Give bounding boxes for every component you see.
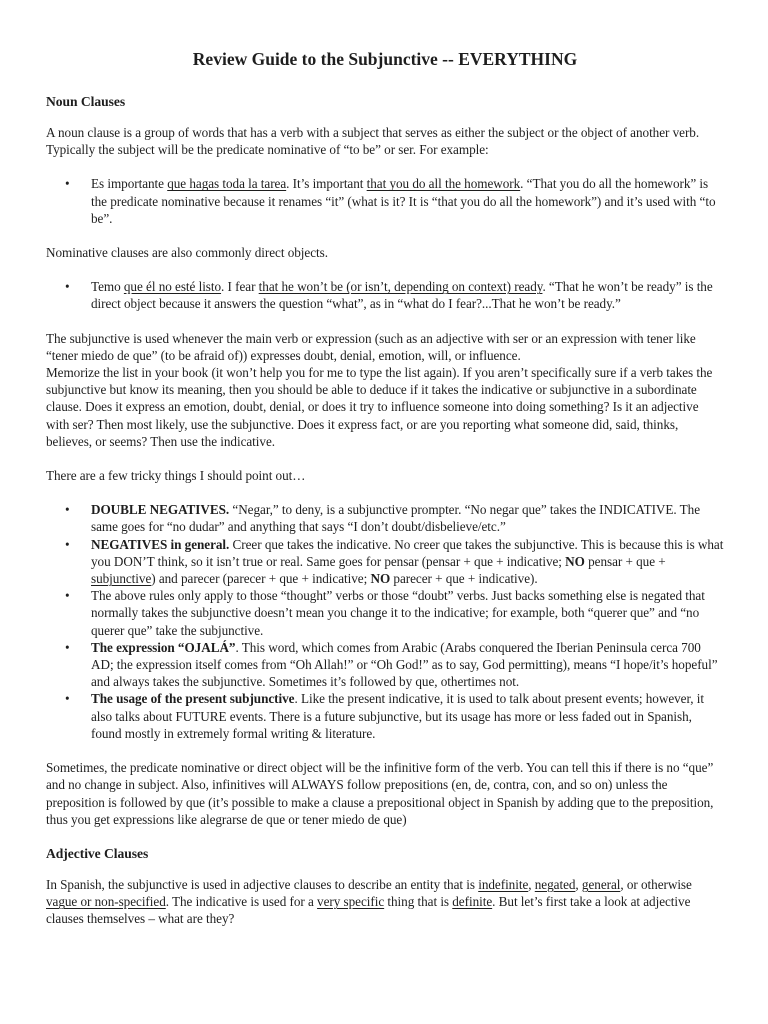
paragraph-adjective-intro (46, 876, 724, 928)
underlined-text-run: that he won’t be (or isn’t, depending on context) ready (258, 279, 543, 295)
bold-text-run: NO (565, 553, 585, 569)
text-run: Nominative clauses are also commonly direct objects. (46, 245, 328, 261)
text-run: . But let’s first take a look at adjective clauses themselves – what are they? (46, 894, 691, 927)
bold-text-run: NO (370, 571, 391, 587)
example-list-1 (46, 175, 724, 227)
paragraph-nominative-clauses (46, 244, 724, 261)
text-run: The above rules only apply to those “thought” verbs or those “doubt” verbs. Just backs something else is negated that normally takes the subjunctive doesn’t mean you change it to the indicative; for example, both “querer que” and “no querer que” take the subjunctive. (91, 588, 705, 638)
list-item-double-negatives (46, 501, 724, 535)
underlined-text-run: vague or non-specified (46, 894, 166, 910)
text-run: Sometimes, the predicate nominative or direct object will be the infinitive form of the verb. You can tell this if there is no “que” and no change in subject. Also, infinitives will ALWAYS follow prepositions (en, de, contra, con, and so on) unless the preposition is followed by que (it’s possible to make a clause a prepositional object in Spanish by adding que to the preposition, thus you get expressions like alegrarse de que or tener miedo de que) (46, 760, 714, 827)
text-run: . This word, which comes from Arabic (Arabs conquered the Iberian Peninsula cerca 700 AD; the expression itself comes from “Oh Allah!” or “Oh God!” as to say, God permitting), means “I hope/it’s hopeful” and always takes the subjunctive. Sometimes it’s followed by que, othertimes not. (91, 639, 718, 690)
underlined-text-run: very specific (317, 894, 385, 910)
paragraph-noun-clause-definition (46, 124, 724, 158)
text-run: Creer que takes the indicative. No creer que takes the subjunctive. This is because this is what you DON’T think, so it isn’t true or real. Same goes for pensar (pensar + que + indicative; (91, 536, 724, 569)
text-run: In Spanish, the subjunctive is used in adjective clauses to describe an entity that is (46, 876, 479, 892)
text-run: . The indicative is used for a (165, 894, 318, 910)
underlined-text-run: negated (534, 876, 576, 892)
underlined-text-run: that you do all the homework (366, 176, 521, 192)
text-run: . Like the present indicative, it is used to talk about present events; however, it also talks about FUTURE events. There is a future subjunctive, but its usage has more or less faded out in Spanish, found mostly in extremely formal writing & literature. (91, 691, 705, 741)
text-run: pensar + que + (584, 553, 666, 569)
text-run: . “That you do all the homework” is the predicate nominative because it renames “it” (what is it? It is “that you do all the homework”) and it’s used with “to be”. (91, 176, 716, 226)
text-run: There are a few tricky things I should point out… (46, 468, 306, 484)
text-run: parecer + que + indicative). (390, 571, 538, 587)
text-run: . I fear (221, 279, 259, 295)
text-run: . It’s important (286, 176, 367, 192)
paragraph-memorize-list (46, 364, 724, 450)
bold-text-run: NEGATIVES in general. (91, 536, 230, 552)
paragraph-infinitive (46, 759, 724, 828)
underlined-text-run: definite (452, 894, 493, 910)
text-run: Es importante (91, 176, 168, 192)
underlined-text-run: indefinite (478, 876, 529, 892)
section-heading-adjective-clauses: Adjective Clauses (46, 845, 149, 861)
paragraph-subjunctive-usage (46, 330, 724, 364)
list-item-example-es-importante (46, 175, 724, 227)
paragraph-tricky-intro (46, 467, 724, 484)
text-run: A noun clause is a group of words that has a verb with a subject that serves as either the subject or the object of another verb. Typically the subject will be the predicate nominative of “to be” or ser. For example: (46, 125, 700, 158)
underlined-text-run: general (581, 876, 621, 892)
underlined-text-run: subjunctive (91, 571, 152, 587)
text-run: Temo (91, 279, 124, 295)
list-item-thought-verbs (46, 587, 724, 639)
bold-text-run: The usage of the present subjunctive (91, 691, 295, 707)
text-run: “Negar,” to deny, is a subjunctive prompter. “No negar que” takes the INDICATIVE. The same goes for “no dudar” and anything that says “I don’t doubt/disbelieve/etc.” (91, 502, 701, 535)
example-list-2 (46, 278, 724, 312)
bold-text-run: The expression “OJALÁ” (91, 639, 236, 655)
tricky-things-list (46, 501, 724, 742)
section-heading-noun-clauses: Noun Clauses (46, 94, 126, 109)
text-run: The subjunctive is used whenever the main verb or expression (such as an adjective with ser or an expression with tener like “tener miedo de que” (to be afraid of)) expresses doubt, denial, emotion, will, or influence. (46, 330, 696, 363)
bold-text-run: DOUBLE NEGATIVES. (91, 502, 230, 518)
text-run: . “That he won’t be ready” is the direct object because it answers the question “what”, as in “what do I fear?...That he won’t be ready.” (91, 279, 713, 312)
list-item-example-temo (46, 278, 724, 312)
text-run: ) and parecer (parecer + que + indicative; (151, 571, 371, 587)
list-item-ojala (46, 639, 724, 691)
text-run: Memorize the list in your book (it won’t help you for me to type the list again). If you aren’t specifically sure if a verb takes the subjunctive but know its meaning, then you should be able to deduce if it takes the indicative or subjunctive in a subordinate clause. Does it express an emotion, doubt, denial, or does it try to influence someone into doing something? Is it an adjective with ser? Then most likely, use the subjunctive. Does it express fact, or are you reporting what someone did, said, thinks, believes, or seems? Then use the indicative. (46, 365, 713, 449)
text-run: , (575, 876, 582, 892)
text-run: thing that is (384, 894, 453, 910)
text-run: , (528, 876, 535, 892)
list-item-present-subjunctive (46, 690, 724, 742)
list-item-negatives-general (46, 536, 724, 588)
text-run: , or otherwise (620, 876, 692, 892)
underlined-text-run: que él no esté listo (123, 279, 222, 295)
underlined-text-run: que hagas toda la tarea (167, 176, 287, 192)
document-title: Review Guide to the Subjunctive -- EVERYTHING (192, 49, 578, 69)
